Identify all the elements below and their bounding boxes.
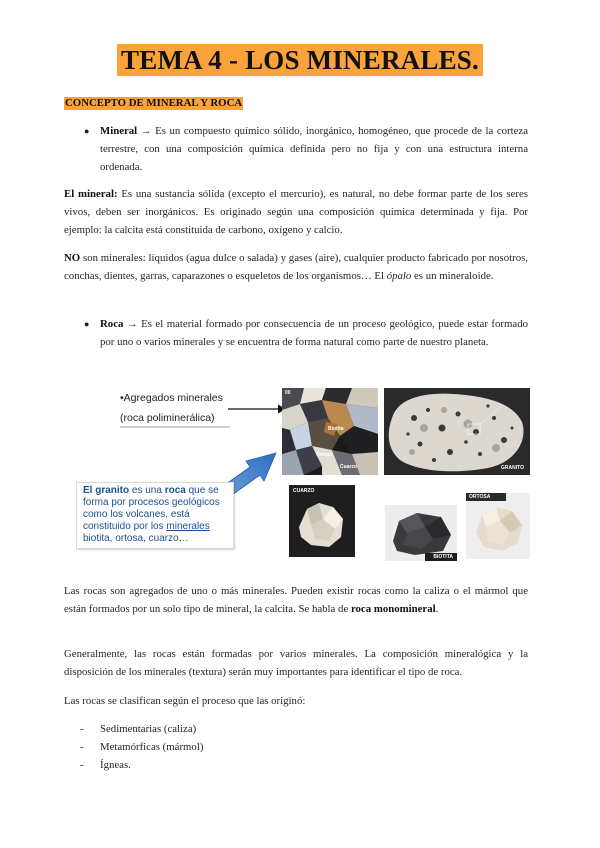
rock-types-list <box>80 720 203 774</box>
title-wrap <box>0 44 600 76</box>
callout-underline <box>120 425 230 429</box>
italic-opalo: ópalo <box>386 270 412 282</box>
granite-box-t2: que se forma por procesos geológicos como los volcanes, está constituido por los <box>83 485 220 532</box>
text-el-mineral: Es una sustancia sólida (excepto el mercurio), es natural, no debe formar parte de los seres vivos, deben ser inorgánicos. Es originado según una composición química determinada y fija. Por ejemplo: la calcita está constituida de carbono, oxígeno y calcio. <box>64 188 528 236</box>
biotita-photo <box>385 505 457 561</box>
term-roca: Roca <box>100 318 124 330</box>
arrow-mineral: → <box>137 125 156 137</box>
granite-box-t1: es una <box>129 485 165 496</box>
term-mineral: Mineral <box>100 125 138 137</box>
paragraph-clasificacion: Las rocas se clasifican según el proceso que las originó: <box>64 695 306 707</box>
label-ortosa: ORTOSA <box>469 494 491 500</box>
lead-el-mineral: El mineral: <box>64 188 118 200</box>
ortosa-photo <box>466 493 530 559</box>
micro-label-biotita: Biotita <box>328 426 344 432</box>
label-biotita: BIOTITA <box>433 554 453 560</box>
granite-definition-box <box>76 482 234 549</box>
section-heading: CONCEPTO DE MINERAL Y ROCA <box>65 97 243 109</box>
bullet-roca <box>100 315 528 351</box>
bullet-mineral <box>100 122 528 176</box>
text-no: son minerales: líquidos (agua dulce o salada) y gases (aire), cualquier producto fabricado por nosotros, conchas, dientes, garras, caparazones o esqueletos de los organismos… El <box>64 252 528 282</box>
granite-photo <box>384 388 530 475</box>
bullet-dot-mineral: ● <box>84 126 90 136</box>
cuarzo-photo <box>289 485 355 557</box>
micro-label-ortosa: Ortosa <box>316 452 333 458</box>
micro-label-cuarzo: Cuarzo <box>340 464 357 470</box>
page-title: TEMA 4 - LOS MINERALES. <box>117 44 483 76</box>
tail-no: es un mineraloide. <box>411 270 494 282</box>
list-item: - Ígneas. <box>80 759 131 771</box>
bullet-dot-roca: ● <box>84 319 90 329</box>
granite-box-bold2: roca <box>164 485 186 496</box>
callout-roca-polimineralica: (roca poliminerálica) <box>120 412 215 424</box>
list-item: - Metamórficas (mármol) <box>80 741 204 753</box>
callout-agregados: •Agregados minerales <box>120 392 223 404</box>
paragraph-no-minerales <box>64 249 528 285</box>
text-las-rocas: Las rocas son agregados de uno o más minerales. Pueden existir rocas como la caliza o el mármol que están formados por un solo tipo de mineral, la calcita. Se habla de <box>64 585 528 615</box>
label-cuarzo: CUARZO <box>293 488 315 494</box>
granite-figure <box>68 385 532 563</box>
paragraph-el-mineral <box>64 185 528 239</box>
minerales-link[interactable]: minerales <box>166 521 210 532</box>
text-mineral: Es un compuesto químico sólido, inorgánico, homogéneo, que procede de la corteza terrestre, con una composición química definida pero no fija y con una estructura interna ordenada. <box>100 125 528 173</box>
paragraph-generalmente: Generalmente, las rocas están formadas por varios minerales. La composición mineralógica y la disposición de los minerales (textura) serán muy importantes para identificar el tipo de roca. <box>64 648 528 678</box>
label-granito: GRANITO <box>501 465 524 471</box>
black-arrow-icon <box>228 403 286 415</box>
lead-no: NO <box>64 252 81 264</box>
arrow-roca: → <box>123 318 142 330</box>
text-roca: Es el material formado por consecuencia de un proceso geológico, puede estar formado por uno o varios minerales y se encuentra de forma natural como parte de nuestro planeta. <box>100 318 528 348</box>
granite-box-bold1: El granito <box>83 485 130 496</box>
granite-box-t3: biotita, ortosa, cuarzo… <box>83 533 189 544</box>
thin-section-photo <box>282 388 378 475</box>
list-item: - Sedimentarias (caliza) <box>80 723 197 735</box>
bold-roca-monomineral: roca monomineral <box>350 603 436 615</box>
micro-tag: 00 <box>285 390 291 396</box>
paragraph-las-rocas <box>64 582 528 618</box>
tail-las-rocas: . <box>435 603 439 615</box>
